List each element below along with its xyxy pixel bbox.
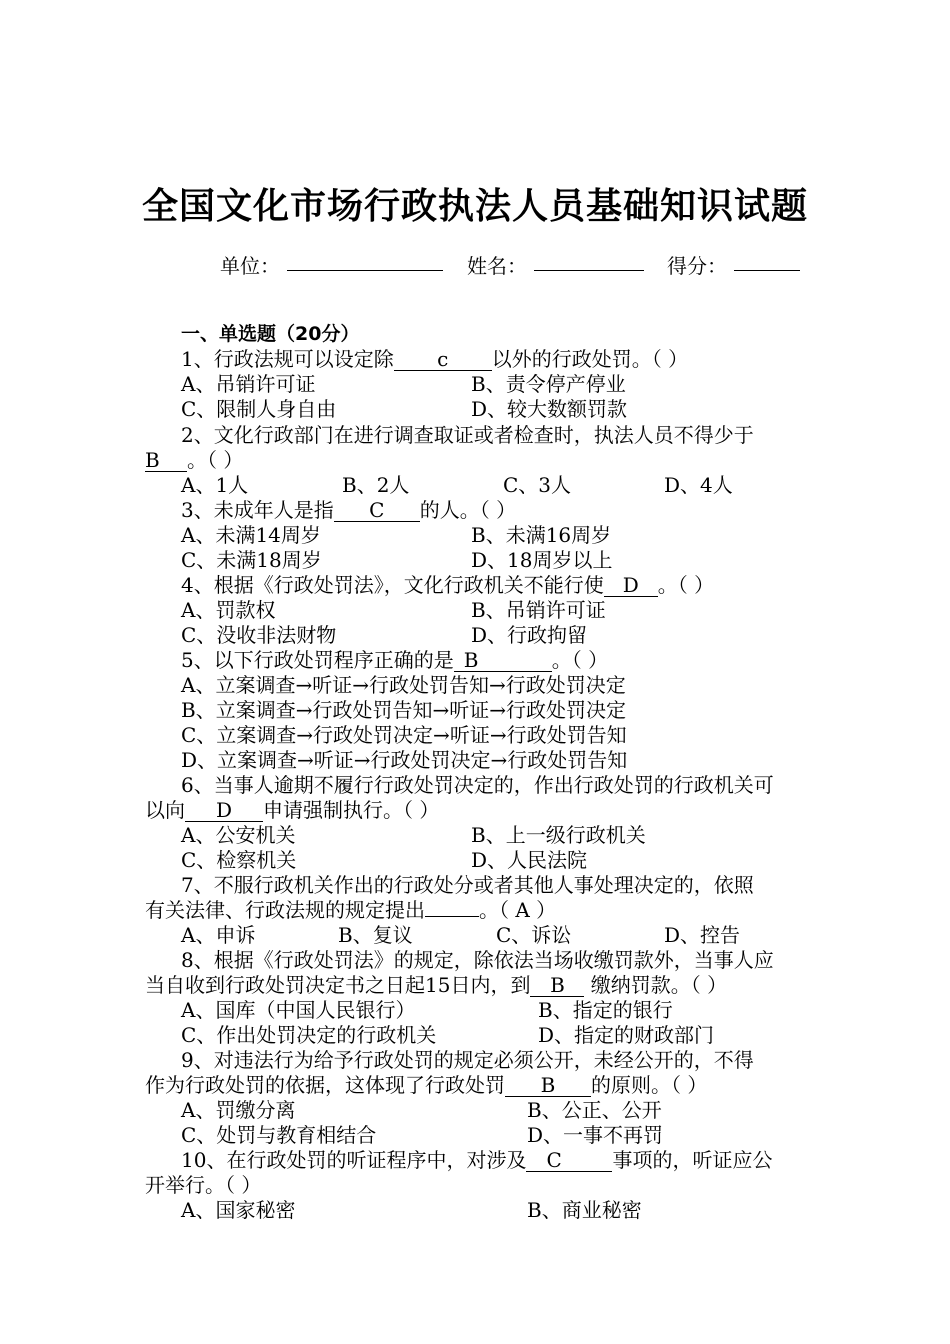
question-8: 8、根据《行政处罚法》的规定，除依法当场收缴罚款外，当事人应 (181, 948, 774, 972)
question-7: 7、不服行政机关作出的行政处分或者其他人事处理决定的，依照 (181, 873, 754, 897)
question-10-cont: 开举行。（ ） (145, 1173, 262, 1197)
question-6: 6、当事人逾期不履行行政处罚决定的，作出行政处罚的行政机关可 (181, 773, 774, 797)
answer-blank (425, 916, 479, 917)
option-a: A、公安机关 (181, 823, 296, 847)
option-b: B、未满16周岁 (471, 523, 612, 547)
option-a: A、1人 (181, 473, 249, 497)
answer-blank: C (526, 1149, 612, 1172)
option-b: B、公正、公开 (527, 1098, 662, 1122)
option-b: B、指定的银行 (538, 998, 673, 1022)
option-c: C、3人 (503, 473, 572, 497)
option-d: D、一事不再罚 (527, 1123, 664, 1147)
option-d: D、行政拘留 (471, 623, 588, 647)
question-3: 3、未成年人是指 C 的人。（ ） (181, 498, 517, 522)
option-a: A、未满14周岁 (181, 523, 321, 547)
option-c: C、限制人身自由 (181, 397, 337, 421)
option-c: C、检察机关 (181, 848, 297, 872)
question-7-cont: 有关法律、行政法规的规定提出 。（ A ） (145, 898, 557, 922)
option-d: D、人民法院 (471, 848, 588, 872)
option-d: D、指定的财政部门 (538, 1023, 715, 1047)
option-a: A、申诉 (181, 923, 256, 947)
question-5: 5、以下行政处罚程序正确的是 B 。（ ） (181, 648, 609, 672)
answer-blank: B (454, 649, 552, 672)
answer-blank: D (185, 799, 263, 822)
option-c: C、没收非法财物 (181, 623, 337, 647)
option-a: A、罚款权 (181, 598, 276, 622)
option-b: B、复议 (338, 923, 413, 947)
option-b: B、吊销许可证 (471, 598, 606, 622)
page-title: 全国文化市场行政执法人员基础知识试题 (141, 186, 808, 227)
question-10: 10、在行政处罚的听证程序中，对涉及 C 事项的，听证应公 (181, 1148, 773, 1172)
option-a: A、国家秘密 (181, 1198, 296, 1222)
option-a: A、罚缴分离 (181, 1098, 296, 1122)
option-a: A、国库（中国人民银行） (181, 998, 416, 1022)
question-9-cont: 作为行政处罚的依据，这体现了行政处罚 B 的原则。（ ） (145, 1073, 708, 1097)
option-b: B、商业秘密 (527, 1198, 642, 1222)
option-b: B、上一级行政机关 (471, 823, 646, 847)
option-c: C、立案调查→行政处罚决定→听证→行政处罚告知 (181, 723, 627, 747)
option-b: B、责令停产停业 (471, 372, 626, 396)
option-b: B、立案调查→行政处罚告知→听证→行政处罚决定 (181, 698, 626, 722)
question-9: 9、对违法行为给予行政处罚的规定必须公开，未经公开的，不得 (181, 1048, 754, 1072)
option-a: A、吊销许可证 (181, 372, 316, 396)
option-a: A、立案调查→听证→行政处罚告知→行政处罚决定 (181, 673, 626, 697)
unit-field[interactable] (287, 270, 443, 271)
question-8-cont: 当自收到行政处罚决定书之日起15日内，到 B 缴纳罚款。（ ） (145, 973, 728, 997)
name-field[interactable] (534, 270, 644, 271)
option-d: D、控告 (664, 923, 741, 947)
unit-label: 单位： (220, 254, 280, 278)
option-c: C、诉讼 (496, 923, 572, 947)
question-4: 4、根据《行政处罚法》，文化行政机关不能行使 D 。（ ） (181, 573, 715, 597)
option-c: C、未满18周岁 (181, 548, 322, 572)
score-field[interactable] (734, 270, 800, 271)
question-1: 1、行政法规可以设定除 c 以外的行政处罚。（ ） (181, 347, 689, 371)
option-d: D、立案调查→听证→行政处罚决定→行政处罚告知 (181, 748, 628, 772)
option-c: C、作出处罚决定的行政机关 (181, 1023, 437, 1047)
question-2-cont: B 。（ ） (145, 448, 244, 472)
option-c: C、处罚与教育相结合 (181, 1123, 377, 1147)
section-heading: 一、单选题（20分） (181, 323, 360, 345)
option-d: D、4人 (664, 473, 733, 497)
option-b: B、2人 (342, 473, 410, 497)
question-6-cont: 以向 D 申请强制执行。（ ） (145, 798, 440, 822)
answer-blank: B (145, 449, 187, 472)
question-2: 2、文化行政部门在进行调查取证或者检查时，执法人员不得少于 (181, 423, 754, 447)
answer-blank: B (505, 1074, 591, 1097)
answer-blank: D (604, 574, 658, 597)
option-d: D、较大数额罚款 (471, 397, 628, 421)
name-label: 姓名： (467, 254, 527, 278)
answer-blank: c (394, 348, 492, 371)
answer-blank: C (334, 499, 420, 522)
answer-blank: B (530, 974, 584, 997)
score-label: 得分： (667, 254, 727, 278)
option-d: D、18周岁以上 (471, 548, 613, 572)
